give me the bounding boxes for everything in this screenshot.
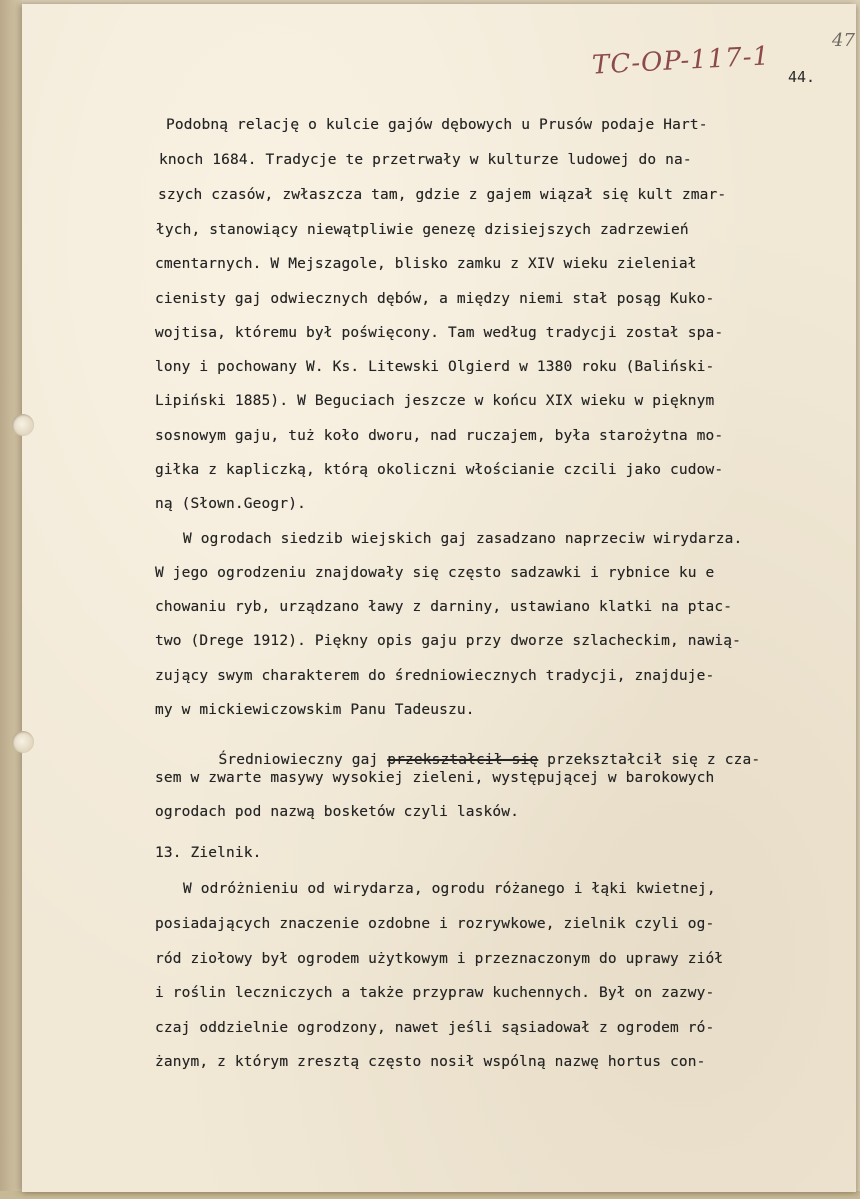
folio-number: 47 [832,30,855,51]
text-line: ród ziołowy był ogrodem użytkowym i przeznaczonym do uprawy ziół [155,951,724,967]
text-line: Podobną relację o kulcie gajów dębowych u Prusów podaje Hart- [166,117,708,133]
text-line: my w mickiewiczowskim Panu Tadeuszu. [155,702,475,718]
text-line: knoch 1684. Tradycje te przetrwały w kulturze ludowej do na- [159,152,692,168]
archive-signature-mark: TC-OP-117-1 [591,41,771,81]
text-line: i roślin leczniczych a także przypraw kuchennych. Był on zazwy- [155,985,715,1001]
text-line: cienisty gaj odwiecznych dębów, a między niemi stał posąg Kuko- [155,291,715,307]
text-line: W odróżnieniu od wirydarza, ogrodu różanego i łąki kwietnej, [183,881,716,897]
text-line: żanym, z którym zresztą często nosił wspólną nazwę hortus con- [155,1054,706,1070]
text-line: posiadających znaczenie ozdobne i rozrywkowe, zielnik czyli og- [155,916,715,932]
page-number: 44. [788,68,816,86]
text-line: W jego ogrodzeniu znajdowały się często sadzawki i rybnice ku e [155,565,715,581]
text-line: wojtisa, któremu był poświęcony. Tam według tradycji został spa- [155,325,724,341]
text-line: sosnowym gaju, tuż koło dworu, nad ruczajem, była starożytna mo- [155,428,724,444]
text-line: Lipiński 1885). W Beguciach jeszcze w końcu XIX wieku w pięknym [155,393,715,409]
text-line: giłka z kapliczką, którą okoliczni włościanie czcili jako cudow- [155,462,724,478]
struck-line-before: Średniowieczny gaj [218,752,388,768]
text-line: cmentarnych. W Mejszagole, blisko zamku z XIV wieku zieleniał [155,256,697,272]
text-line: lony i pochowany W. Ks. Litewski Olgierd w 1380 roku (Baliński- [155,359,715,375]
text-line: zujący swym charakterem do średniowiecznych tradycji, znajduje- [155,668,715,684]
struck-out-text: przekształcił się [387,752,539,768]
punch-hole-bottom [12,731,34,753]
binding-edge [0,0,22,1199]
text-line: czaj oddzielnie ogrodzony, nawet jeśli sąsiadował z ogrodem ró- [155,1020,715,1036]
text-line: sem w zwarte masywy wysokiej zieleni, występującej w barokowych [155,770,715,786]
document-page [22,4,856,1192]
text-line: szych czasów, zwłaszcza tam, gdzie z gajem wiązał się kult zmar- [158,187,727,203]
text-line: W ogrodach siedzib wiejskich gaj zasadzano naprzeciw wirydarza. [183,531,743,547]
bottom-edge [0,1191,860,1199]
text-line: łych, stanowiący niewątpliwie genezę dzisiejszych zadrzewień [156,222,689,238]
text-line: chowaniu ryb, urządzano ławy z darniny, ustawiano klatki na ptac- [155,599,733,615]
text-line: ogrodach pod nazwą bosketów czyli lasków. [155,804,520,820]
text-line: ną (Słown.Geogr). [155,496,306,512]
struck-line-after: przekształcił się z cza- [538,752,761,768]
text-line: two (Drege 1912). Piękny opis gaju przy dworze szlacheckim, nawią- [155,633,742,649]
text-line: 13. Zielnik. [155,845,262,861]
punch-hole-top [12,414,34,436]
